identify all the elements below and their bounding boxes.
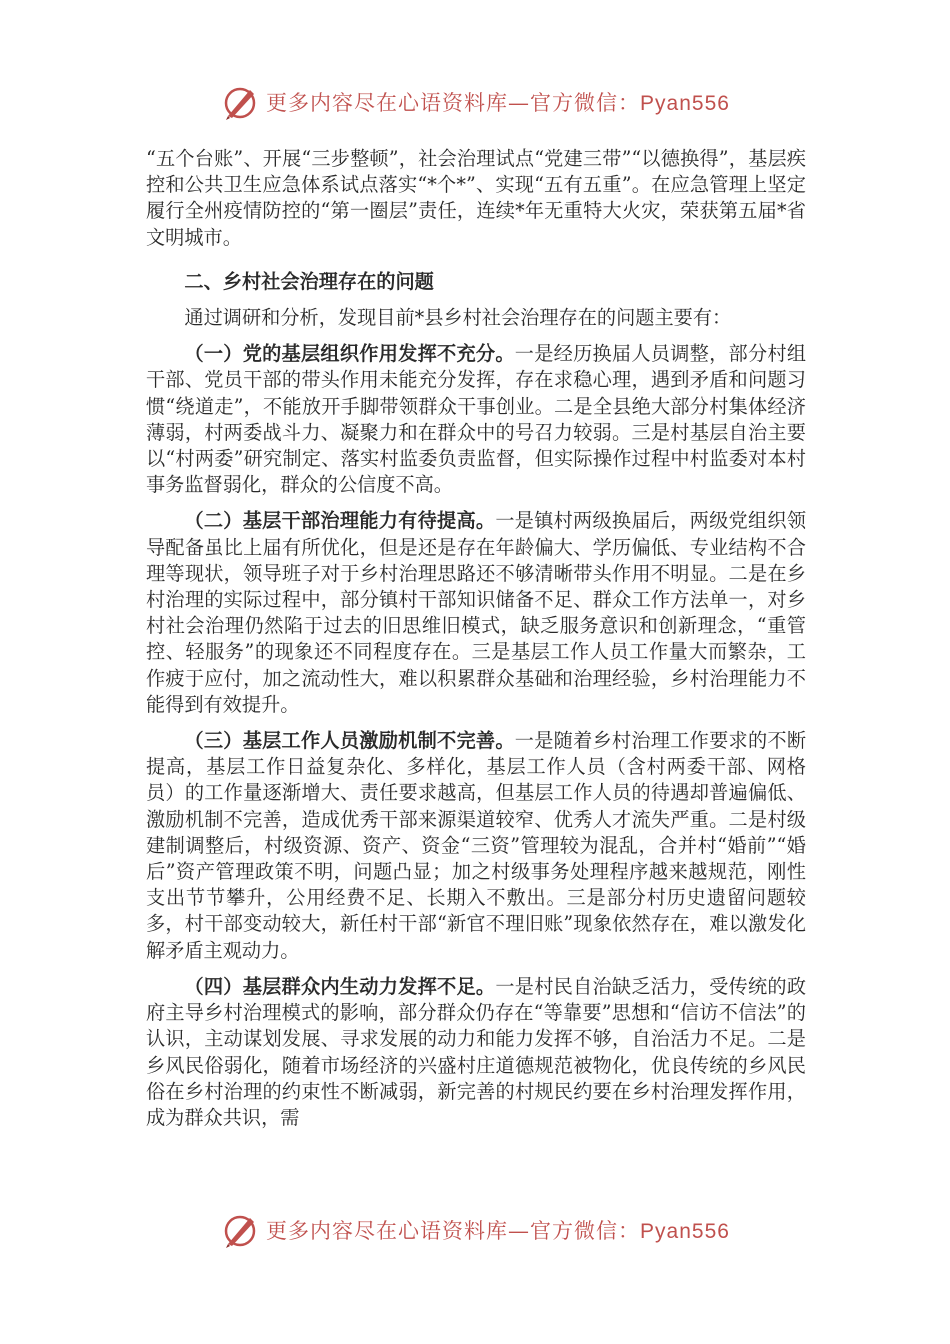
issue-paragraph-1 xyxy=(146,341,806,498)
issue-title: （四）基层群众内生动力发挥不足。 xyxy=(184,974,496,998)
banner-text: 更多内容尽在心语资料库—官方微信：Pyan556 xyxy=(266,1219,730,1243)
issue-body: 一是村民自治缺乏活力，受传统的政府主导乡村治理模式的影响，部分群众仍存在“等靠要”思想和“信访不信法”的认识，主动谋划发展、寻求发展的动力和能力发挥不够，自治活力不足。二是乡风民俗弱化，随着市场经济的兴盛村庄道德规范被物化，优良传统的乡风民俗在乡村治理的约束性不断减弱，新完善的村规民约要在乡村治理发挥作用，成为群众共识，需 xyxy=(146,974,807,1129)
issue-title: （二）基层干部治理能力有待提高。 xyxy=(184,509,496,533)
pen-circle-icon xyxy=(220,82,260,122)
pen-circle-icon xyxy=(220,1210,260,1250)
issue-body: 一是镇村两级换届后，两级党组织领导配备虽比上届有所优化，但是还是存在年龄偏大、学历偏低、专业结构不合理等现状，领导班子对于乡村治理思路还不够清晰带头作用不明显。二是在乡村治理的实际过程中，部分镇村干部知识储备不足、群众工作方法单一，对乡村社会治理仍然陷于过去的旧思维旧模式，缺乏服务意识和创新理念，“重管控、轻服务”的现象还不同程度存在。三是基层工作人员工作量大而繁杂，工作疲于应付，加之流动性大，难以积累群众基础和治理经验，乡村治理能力不能得到有效提升。 xyxy=(146,509,807,716)
issue-paragraph-3 xyxy=(146,728,806,964)
document-body xyxy=(146,146,806,1131)
intro-paragraph: “五个台账”、开展“三步整顿”，社会治理试点“党建三带”“以德换得”，基层疾控和公共卫生应急体系试点落实“*个*”、实现“五有五重”。在应急管理上坚定履行全州疫情防控的“第一圈层”责任，连续*年无重特大火灾，荣获第五届*省文明城市。 xyxy=(146,147,806,249)
issue-paragraph-4 xyxy=(146,974,806,1131)
footer-banner xyxy=(0,1210,950,1250)
lead-sentence: 通过调研和分析，发现目前*县乡村社会治理存在的问题主要有： xyxy=(184,306,732,330)
section-heading: 二、乡村社会治理存在的问题 xyxy=(184,269,434,293)
issue-paragraph-2 xyxy=(146,508,806,718)
issue-title: （三）基层工作人员激励机制不完善。 xyxy=(184,729,515,753)
header-banner xyxy=(0,82,950,122)
issue-body: 一是随着乡村治理工作要求的不断提高，基层工作日益复杂化、多样化，基层工作人员（含村两委干部、网格员）的工作量逐渐增大、责任要求越高，但基层工作人员的待遇却普遍偏低、激励机制不完善，造成优秀干部来源渠道较窄、优秀人才流失严重。二是村级建制调整后，村级资源、资产、资金“三资”管理较为混乱，合并村“婚前”“婚后”资产管理政策不明，问题凸显；加之村级事务处理程序越来越规范，刚性支出节节攀升，公用经费不足、长期入不敷出。三是部分村历史遗留问题较多，村干部变动较大，新任村干部“新官不理旧账”现象依然存在，难以激发化解矛盾主观动力。 xyxy=(146,729,807,962)
issue-title: （一）党的基层组织作用发挥不充分。 xyxy=(184,342,515,366)
banner-text: 更多内容尽在心语资料库—官方微信：Pyan556 xyxy=(266,91,730,115)
issue-body: 一是经历换届人员调整，部分村组干部、党员干部的带头作用未能充分发挥，存在求稳心理，遇到矛盾和问题习惯“绕道走”，不能放开手脚带领群众干事创业。二是全县绝大部分村集体经济薄弱，村两委战斗力、凝聚力和在群众中的号召力较弱。三是村基层自治主要以“村两委”研究制定、落实村监委负责监督，但实际操作过程中村监委对本村事务监督弱化，群众的公信度不高。 xyxy=(146,342,807,497)
